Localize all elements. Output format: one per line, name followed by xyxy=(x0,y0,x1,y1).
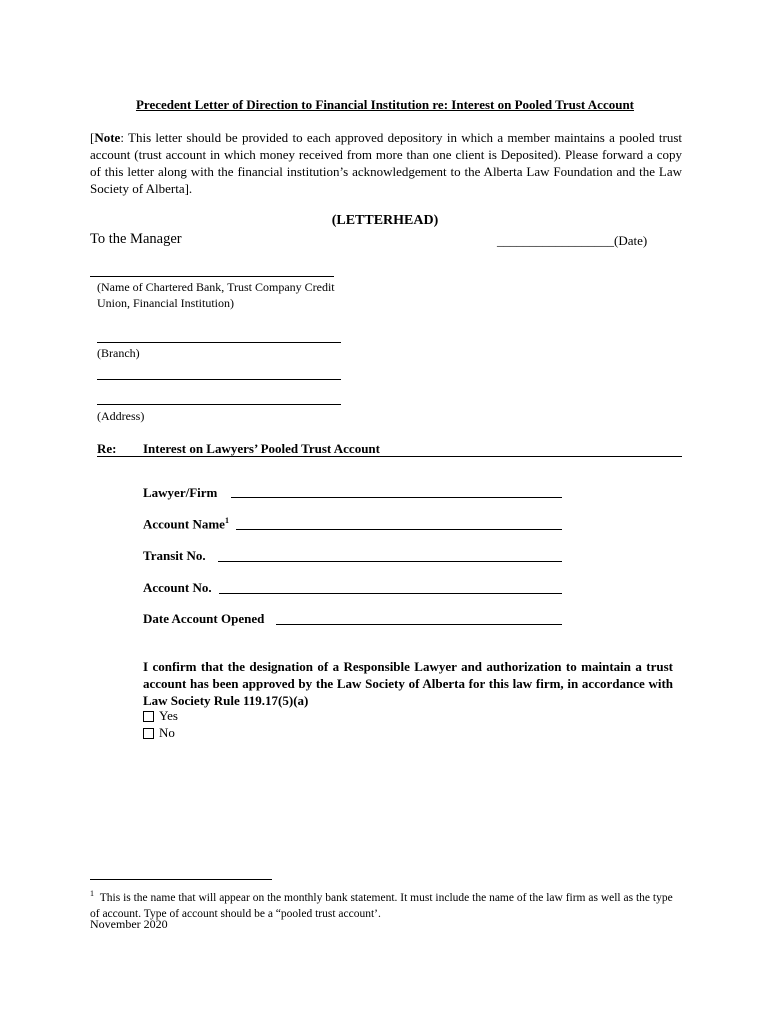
note-paragraph: [Note: This letter should be provided to each approved depository in which a member maintains a pooled trust account (trust account in which money received from more than one client is Deposited). Please forward a copy of this letter along with the financial institution’s acknowledgement to the Alberta Law Foundation and the Law Society of Alberta]. xyxy=(90,130,682,196)
footer-date: November 2020 xyxy=(90,917,168,931)
footnote-ref: 1 xyxy=(224,516,229,525)
lawyer-firm-field[interactable] xyxy=(231,497,562,498)
option-yes[interactable] xyxy=(143,708,178,724)
document-title: Precedent Letter of Direction to Financial Institution re: Interest on Pooled Trust Account xyxy=(135,97,635,112)
no-checkbox[interactable] xyxy=(143,728,154,739)
account-name-field[interactable] xyxy=(236,529,562,530)
letterhead-placeholder: (LETTERHEAD) xyxy=(331,213,439,228)
branch-line[interactable] xyxy=(97,342,341,343)
date-field[interactable]: __________________(Date) xyxy=(497,233,648,248)
footnote-separator xyxy=(90,879,272,880)
salutation: To the Manager xyxy=(90,231,182,247)
yes-label: Yes xyxy=(159,708,178,723)
branch-caption: (Branch) xyxy=(97,346,140,360)
note-text: : This letter should be provided to each approved depository in which a member maintains a pooled trust account (trust account in which money received from more than one client is Deposited). Please forward a copy of this letter along with the financial institution’s acknowledgement to the Alberta Law Foundation and the Law Society of Alberta]. xyxy=(90,130,682,196)
footnote-text: This is the name that will appear on the monthly bank statement. It must include the name of the law firm as well as the type of account. Type of account should be a “pooled trust account’. xyxy=(90,891,673,920)
lawyer-firm-label: Lawyer/Firm xyxy=(143,485,218,500)
address-caption: (Address) xyxy=(97,409,145,423)
re-underline xyxy=(97,456,682,457)
confirmation-statement: I confirm that the designation of a Responsible Lawyer and authorization to maintain a trust account has been approved by the Law Society of Alberta for this law firm, in accordance with Law Society Rule 119.17(5)(a) xyxy=(143,659,673,708)
re-subject: Interest on Lawyers’ Pooled Trust Account xyxy=(143,441,380,456)
option-no[interactable] xyxy=(143,725,175,741)
note-label: Note xyxy=(94,130,121,145)
footnote xyxy=(90,886,682,922)
address-line-2[interactable] xyxy=(97,404,341,405)
account-no-field[interactable] xyxy=(219,593,562,594)
bank-name-caption: (Name of Chartered Bank, Trust Company Credit Union, Financial Institution) xyxy=(97,280,335,310)
re-label: Re: xyxy=(97,441,117,456)
transit-no-field[interactable] xyxy=(218,561,562,562)
address-line-1[interactable] xyxy=(97,379,341,380)
date-opened-field[interactable] xyxy=(276,624,562,625)
account-name-label: Account Name$^1$ xyxy=(143,516,229,532)
footnote-marker: 1 xyxy=(90,889,94,898)
account-no-label: Account No. xyxy=(143,580,212,595)
transit-no-label: Transit No. xyxy=(143,548,206,563)
no-label: No xyxy=(159,725,175,740)
bank-name-line[interactable] xyxy=(90,276,334,277)
date-opened-label: Date Account Opened xyxy=(143,611,265,626)
yes-checkbox[interactable] xyxy=(143,711,154,722)
